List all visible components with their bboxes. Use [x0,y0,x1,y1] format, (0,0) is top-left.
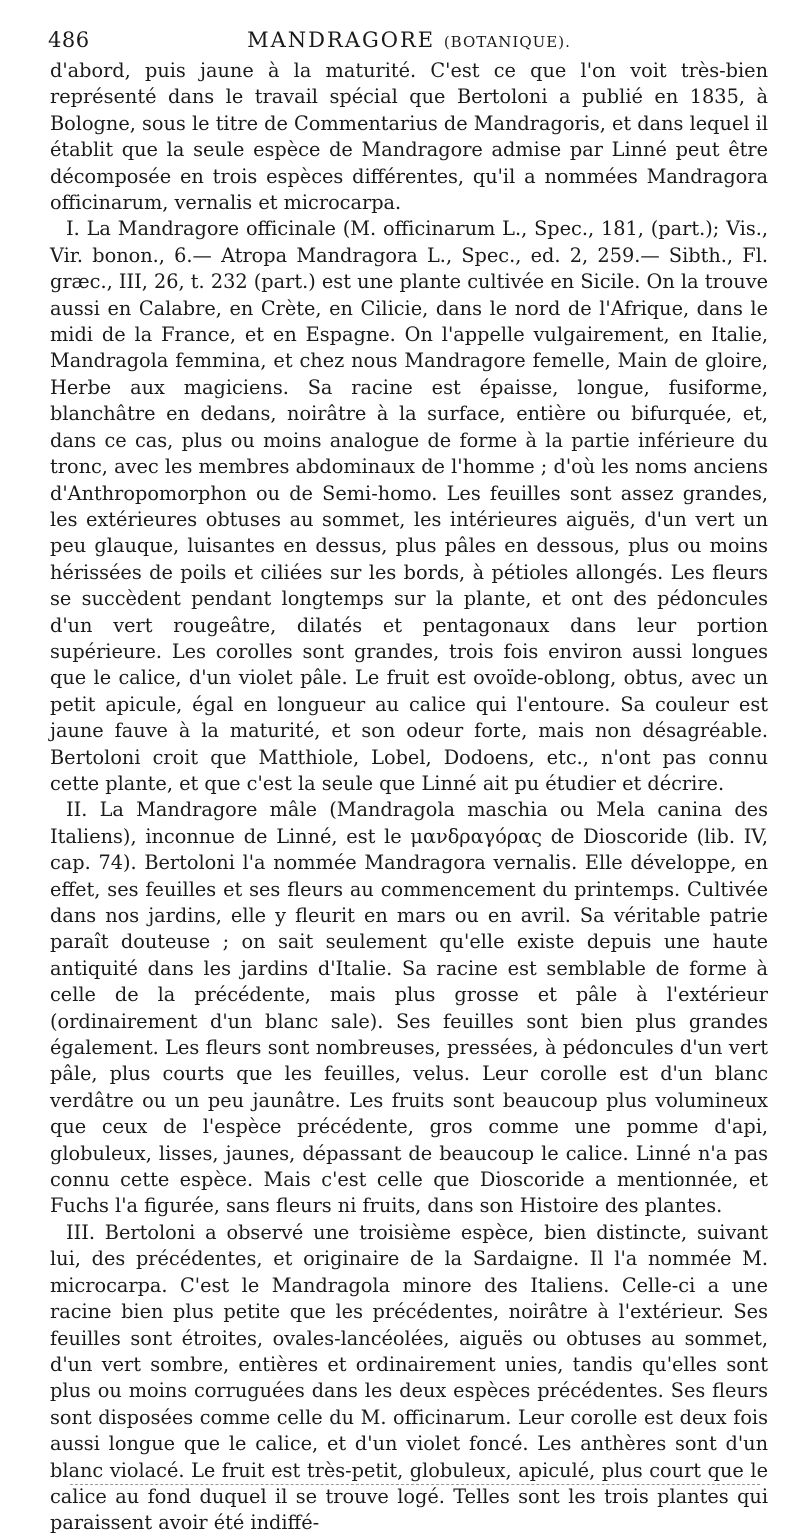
paragraph-species-microcarpa: III. Bertoloni a observé une troisième espèce, bien distincte, suivant lui, des précédentes, et originaire de la Sardaigne. Il l'a nommée M. microcarpa. C'est le Mandragola minore des Italiens. Celle-ci a une racine bien plus petite que les précédentes, noirâtre à l'extérieur. Ses feuilles sont étroites, ovales-lancéolées, aiguës ou obtuses au sommet, d'un vert sombre, entières et ordinairement unies, tandis qu'elles sont plus ou moins corruguées dans les deux espèces précédentes. Ses fleurs sont disposées comme celle du M. officinarum. Leur corolle est deux fois aussi longue que le calice, et d'un violet foncé. Les anthères sont d'un blanc violacé. Le fruit est très-petit, globuleux, apiculé, plus court que le calice au fond duquel il se trouve logé. Telles sont les trois plantes qui paraissent avoir été indiffé- [50,1220,768,1535]
document-page [48,28,768,1535]
running-head-subtitle: (BOTANIQUE). [443,33,571,51]
running-head [50,28,768,52]
paragraph-species-vernalis: II. La Mandragore mâle (Mandragola maschia ou Mela canina des Italiens), inconnue de Linné, est le μανδραγόρας de Dioscoride (lib. IV, cap. 74). Bertoloni l'a nommée Mandragora vernalis. Elle développe, en effet, ses feuilles et ses fleurs au commencement du printemps. Cultivée dans nos jardins, elle y fleurit en mars ou en avril. Sa véritable patrie paraît douteuse ; on sait seulement qu'elle existe depuis une haute antiquité dans les jardins d'Italie. Sa racine est semblable de forme à celle de la précédente, mais plus grosse et pâle à l'extérieur (ordinairement d'un blanc sale). Ses feuilles sont bien plus grandes également. Les fleurs sont nombreuses, pressées, à pédoncules d'un vert pâle, plus courts que les feuilles, velus. Leur corolle est d'un blanc verdâtre ou un peu jaunâtre. Les fruits sont beaucoup plus volumineux que ceux de l'espèce précédente, gros comme une pomme d'api, globuleux, lisses, jaunes, dépassant de beaucoup le calice. Linné n'a pas connu cette espèce. Mais c'est celle que Dioscoride a mentionnée, et Fuchs l'a figurée, sans fleurs ni fruits, dans son Histoire des plantes. [50,798,768,1218]
page-header [50,28,768,58]
paragraph-species-officinarum: I. La Mandragore officinale (M. officinarum L., Spec., 181, (part.); Vis., Vir. bonon., 6.— Atropa Mandragora L., Spec., ed. 2, 259.— Sibth., Fl. græc., III, 26, t. 232 (part.) est une plante cultivée en Sicile. On la trouve aussi en Calabre, en Crète, en Cilicie, dans le nord de l'Afrique, dans le midi de la France, et en Espagne. On l'appelle vulgairement, en Italie, Mandragola femmina, et chez nous Mandragore femelle, Main de gloire, Herbe aux magiciens. Sa racine est épaisse, longue, fusiforme, blanchâtre en dedans, noirâtre à la surface, entière ou bifurquée, et, dans ce cas, plus ou moins analogue de forme à la partie inférieure du tronc, avec les membres abdominaux de l'homme ; d'où les noms anciens d'Anthropomorphon ou de Semi-homo. Les feuilles sont assez grandes, les extérieures obtuses au sommet, les intérieures aiguës, d'un vert un peu glauque, luisantes en dessus, plus pâles en dessous, plus ou moins hérissées de poils et ciliées sur les bords, à pétioles allongés. Les fleurs se succèdent pendant longtemps sur la plante, et ont des pédoncules d'un vert rougeâtre, dilatés et pentagonaux dans leur portion supérieure. Les corolles sont grandes, trois fois environ aussi longues que le calice, d'un violet pâle. Le fruit est ovoïde-oblong, obtus, avec un petit apicule, égal en longueur au calice qui l'entoure. Sa couleur est jaune fauve à la maturité, et son odeur forte, mais non désagréable. Bertoloni croit que Matthiole, Lobel, Dodoens, etc., n'ont pas connu cette plante, et que c'est la seule que Linné ait pu étudier et décrire. [50,217,768,795]
body-text [50,58,768,1537]
running-head-title: MANDRAGORE [247,28,436,52]
paragraph-continuation: d'abord, puis jaune à la maturité. C'est ce que l'on voit très-bien représenté dans le travail spécial que Bertoloni a publié en 1835, à Bologne, sous le titre de Commentarius de Mandragoris, et dans lequel il établit que la seule espèce de Mandragore admise par Linné peut être décomposée en trois espèces différentes, qu'il a nommées Mandragora officinarum, vernalis et microcarpa. [50,59,768,215]
page-number: 486 [48,28,90,52]
footer-rule [70,1484,760,1485]
